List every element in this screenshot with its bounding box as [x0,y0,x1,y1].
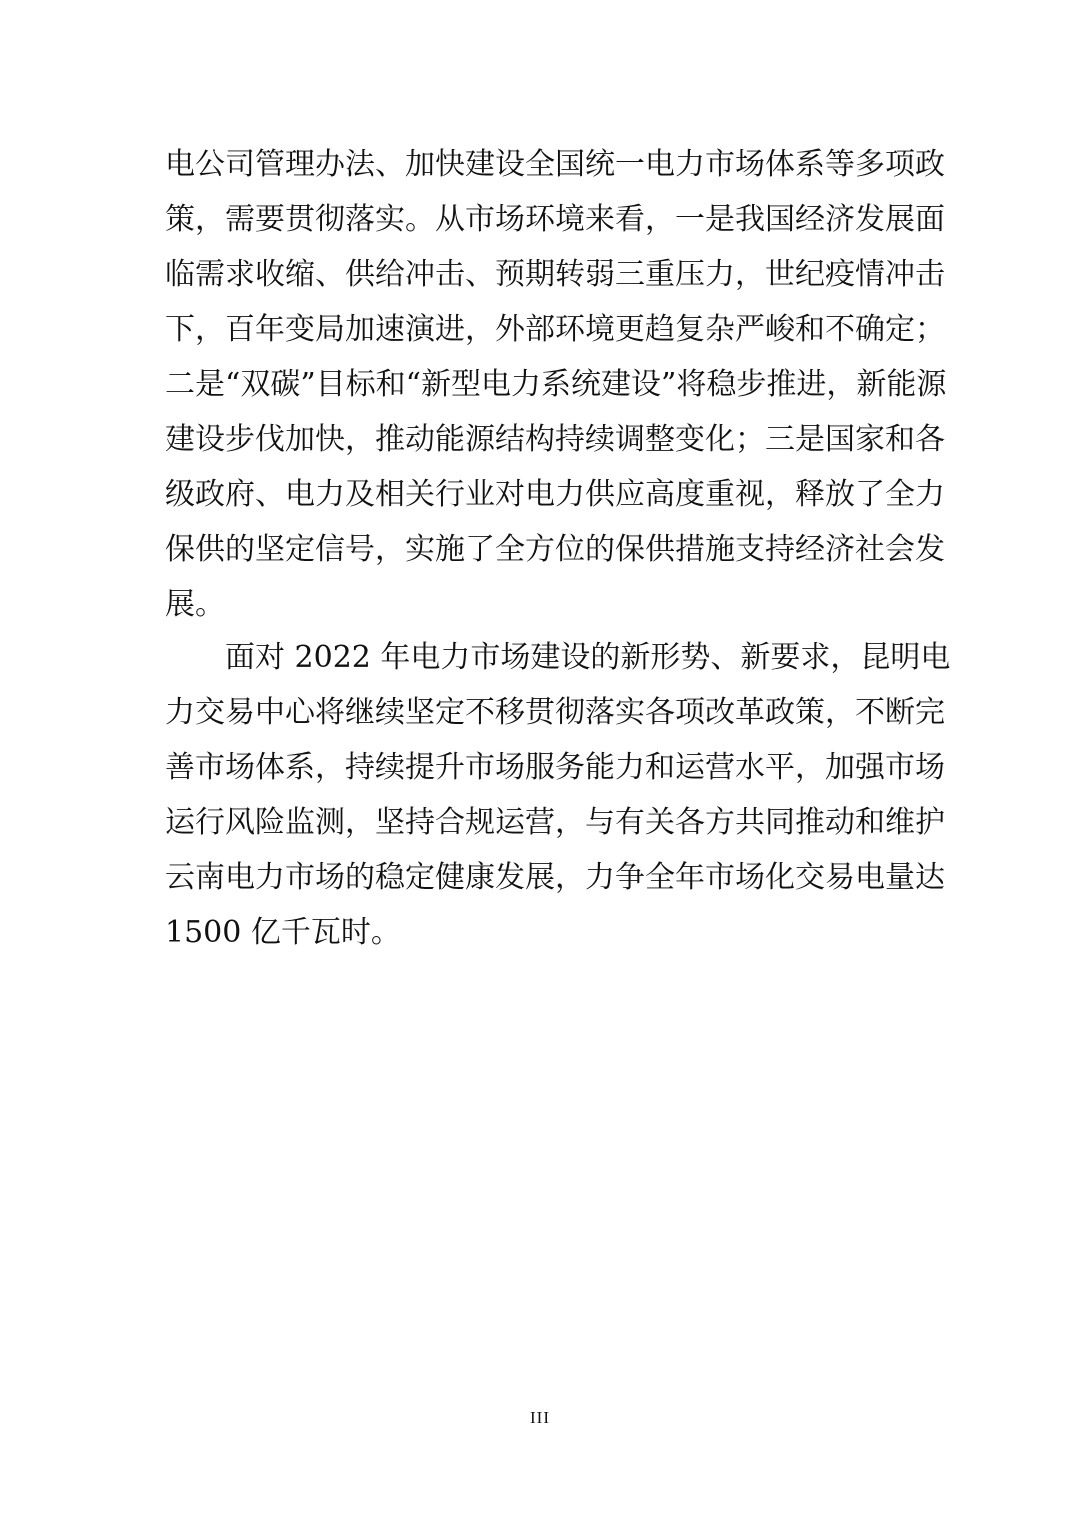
paragraph-2-line: 运行风险监测，坚持合规运营，与有关各方共同推动和维护 [165,805,945,840]
paragraph-1-line: 展。 [165,587,225,622]
paragraph-1-line: 建设步伐加快，推动能源结构持续调整变化；三是国家和各 [165,422,945,457]
paragraph-2-line: 力交易中心将继续坚定不移贯彻落实各项改革政策，不断完 [165,695,945,730]
paragraph-1-line: 下，百年变局加速演进，外部环境更趋复杂严峻和不确定； [165,312,945,347]
paragraph-2-line: 面对 2022 年电力市场建设的新形势、新要求，昆明电 [225,640,951,675]
paragraph-1-line: 级政府、电力及相关行业对电力供应高度重视，释放了全力 [165,477,945,512]
paragraph-1-line: 二是“双碳”目标和“新型电力系统建设”将稳步推进，新能源 [165,367,947,402]
paragraph-2-line: 善市场体系，持续提升市场服务能力和运营水平，加强市场 [165,750,945,785]
paragraph-1 [165,137,947,632]
paragraph-2 [165,630,951,960]
paragraph-1-line: 临需求收缩、供给冲击、预期转弱三重压力，世纪疫情冲击 [165,257,945,292]
page-number: III [530,1408,550,1427]
paragraph-1-line: 保供的坚定信号，实施了全方位的保供措施支持经济社会发 [165,532,945,567]
paragraph-1-line: 策，需要贯彻落实。从市场环境来看，一是我国经济发展面 [165,202,945,237]
paragraph-2-line: 云南电力市场的稳定健康发展，力争全年市场化交易电量达 [165,860,945,895]
paragraph-2-line: 1500 亿千瓦时。 [165,915,401,950]
paragraph-1-line: 电公司管理办法、加快建设全国统一电力市场体系等多项政 [165,147,945,182]
